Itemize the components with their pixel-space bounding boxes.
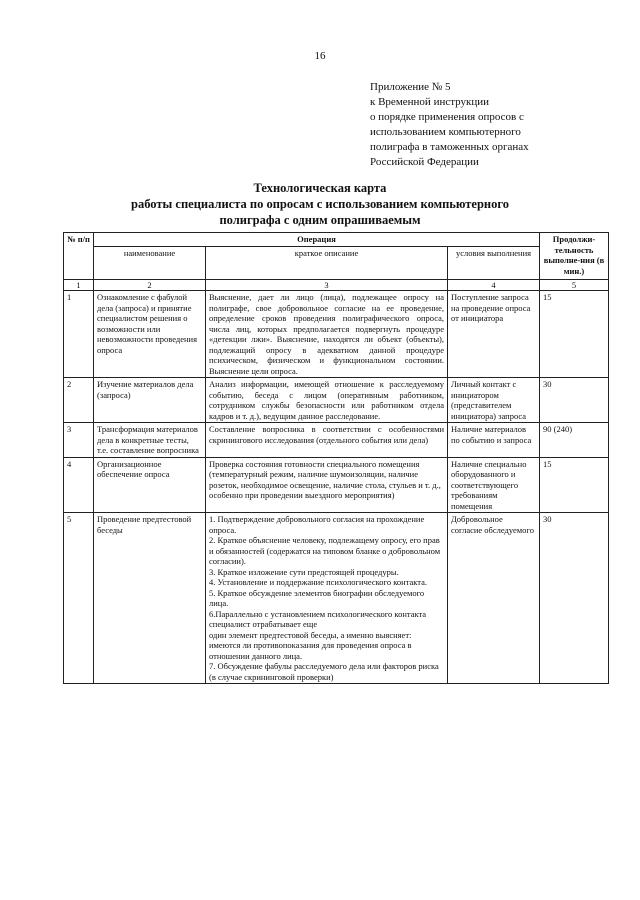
operation-name: Проведение предтестовой беседы xyxy=(94,513,206,684)
row-number: 5 xyxy=(64,513,94,684)
description-item: 5. Краткое обсуждение элементов биографии обследуемого лица. xyxy=(209,587,425,608)
operation-name: Ознакомление с фабулой дела (запроса) и принятие специалистом решения о возможности или невозможности проведения опроса xyxy=(94,291,206,378)
description-item: 7. Обсуждение фабулы расследуемого дела или факторов риска (в случае скрининговой проверки) xyxy=(209,661,439,682)
header-duration: Продолжи-тельность выполне-ния (в мин.) xyxy=(540,233,609,280)
description-item: 1. Подтверждение добровольного согласия на прохождение опроса. xyxy=(209,514,425,535)
appendix-line: к Временной инструкции xyxy=(370,96,490,108)
operation-name: Изучение материалов дела (запроса) xyxy=(94,378,206,423)
operation-description: Выяснение, дает ли лицо (лица), подлежащее опросу на полиграфе, свое добровольное согласие на ее проведение, определение сроков проведения полиграфического опроса, числа лиц, которых предполагается подвергнуть процедуре «детекции лжи». Выяснение, находятся ли объект (объекты), подлежащий опросу в адекватном данной процедуре психическом, физическом и функциональном состоянии. Выяснение цели опроса. xyxy=(206,291,448,378)
operation-conditions: Добровольное согласие обследуемого xyxy=(448,513,540,684)
appendix-line: полиграфа в таможенных органах xyxy=(370,141,529,153)
operation-description: Составление вопросника в соответствии с особенностями скринингового исследования (отдельного события или дела) xyxy=(206,423,448,458)
description-item: 3. Краткое изложение сути предстоящей процедуры. xyxy=(209,566,399,577)
title-line-1: Технологическая карта xyxy=(253,181,387,195)
operation-name: Организационное обеспечение опроса xyxy=(94,457,206,513)
header-num: № п/п xyxy=(64,233,94,280)
operation-duration: 90 (240) xyxy=(540,423,609,458)
description-item: 6.Параллельно с установлением психологического контакта специалист отрабатывает еще xyxy=(209,608,427,629)
description-item: один элемент предтестовой беседы, а именно выясняет: имеются ли противопоказания для проведения опроса в отношении данного лица. xyxy=(209,629,412,661)
operation-conditions: Поступление запроса на проведение опроса от инициатора xyxy=(448,291,540,378)
operation-conditions: Наличие специально оборудованного и соответствующего требованиям помещения xyxy=(448,457,540,513)
description-item: 2. Краткое объяснение человеку, подлежащему опросу, его прав и обязанностей (содержатся на типовом бланке о добровольном согласии). xyxy=(209,535,441,566)
column-index: 2 xyxy=(94,279,206,291)
row-number: 3 xyxy=(64,423,94,458)
column-index: 4 xyxy=(448,279,540,291)
operation-duration: 30 xyxy=(540,513,609,684)
table-subheader-row xyxy=(64,246,609,279)
operation-conditions: Личный контакт с инициатором (представителем инициатора) запроса xyxy=(448,378,540,423)
column-index-row xyxy=(64,279,609,291)
table-row xyxy=(64,291,609,378)
column-index: 5 xyxy=(540,279,609,291)
row-number: 4 xyxy=(64,457,94,513)
appendix-line: использованием компьютерного xyxy=(370,126,521,138)
header-name: наименование xyxy=(94,246,206,279)
table-row xyxy=(64,457,609,513)
technological-card-table xyxy=(63,232,609,684)
table-row xyxy=(64,513,609,684)
operation-description: Анализ информации, имеющей отношение к расследуемому событию, беседа с лицом (оперативным работником, сотрудником службы безопасности или работником отдела кадров и т. д.), ведущим данное расследование. xyxy=(206,378,448,423)
operation-duration: 15 xyxy=(540,457,609,513)
header-description: краткое описание xyxy=(206,246,448,279)
header-conditions: условия выполнения xyxy=(448,246,540,279)
header-operation: Операция xyxy=(94,233,540,247)
table-row xyxy=(64,378,609,423)
title-line-3: полиграфа с одним опрашиваемым xyxy=(219,213,421,227)
column-index: 1 xyxy=(64,279,94,291)
table-row xyxy=(64,423,609,458)
operation-name: Трансформация материалов дела в конкретные тесты, т.е. составление вопросника xyxy=(94,423,206,458)
row-number: 1 xyxy=(64,291,94,378)
operation-duration: 30 xyxy=(540,378,609,423)
appendix-line: Российской Федерации xyxy=(370,156,479,168)
document-title xyxy=(0,180,640,228)
operation-conditions: Наличие материалов по событию и запроса xyxy=(448,423,540,458)
operation-description xyxy=(206,513,448,684)
operation-description: Проверка состояния готовности специального помещения (температурный режим, наличие шумоизоляции, наличие розеток, необходимое освещение, наличие стола, стульев и т. д., особенно при проведении выездного мероприятия) xyxy=(206,457,448,513)
title-line-2: работы специалиста по опросам с использованием компьютерного xyxy=(131,197,509,211)
row-number: 2 xyxy=(64,378,94,423)
appendix-note xyxy=(370,80,600,170)
table-header-row xyxy=(64,233,609,247)
operation-duration: 15 xyxy=(540,291,609,378)
page-number: 16 xyxy=(314,50,326,62)
appendix-line: о порядке применения опросов с xyxy=(370,111,524,123)
column-index: 3 xyxy=(206,279,448,291)
description-item: 4. Установление и поддержание психологического контакта. xyxy=(209,577,428,587)
appendix-line: Приложение № 5 xyxy=(370,81,451,93)
